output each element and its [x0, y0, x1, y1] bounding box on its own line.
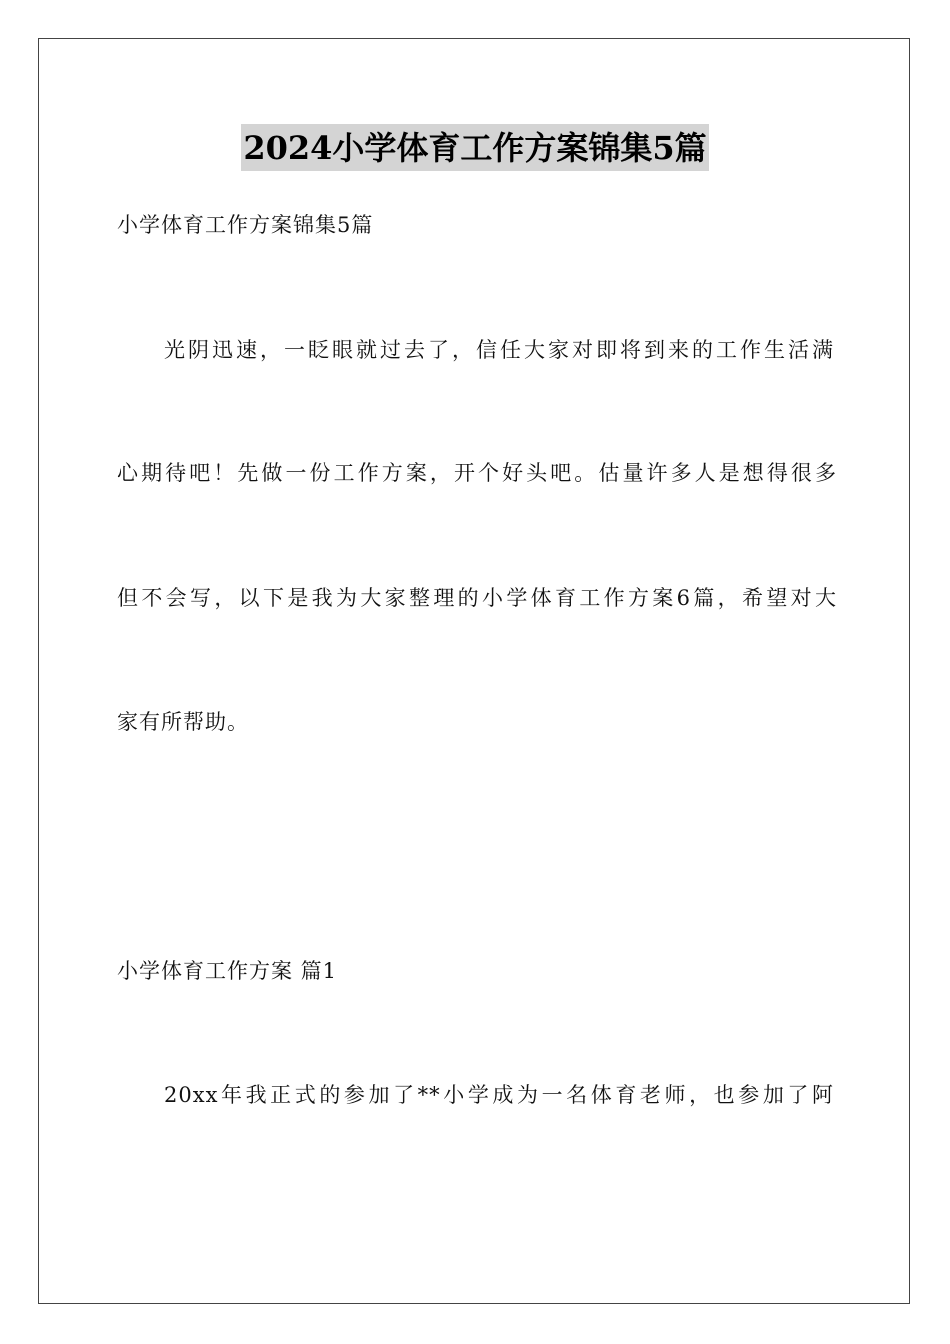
- document-subtitle: 小学体育工作方案锦集5篇: [117, 213, 374, 237]
- intro-line-4: 家有所帮助。: [117, 710, 249, 734]
- section-first-line: 20xx年我正式的参加了**小学成为一名体育老师，也参加了阿: [164, 1083, 834, 1107]
- section-heading: 小学体育工作方案 篇1: [117, 959, 338, 983]
- intro-line-3: 但不会写，以下是我为大家整理的小学体育工作方案6篇，希望对大: [117, 586, 837, 610]
- intro-line-2: 心期待吧！先做一份工作方案，开个好头吧。估量许多人是想得很多: [117, 461, 837, 485]
- document-title-text: 2024小学体育工作方案锦集5篇: [241, 124, 708, 171]
- document-title: [0, 124, 950, 171]
- intro-line-1: 光阴迅速，一眨眼就过去了，信任大家对即将到来的工作生活满: [164, 338, 834, 362]
